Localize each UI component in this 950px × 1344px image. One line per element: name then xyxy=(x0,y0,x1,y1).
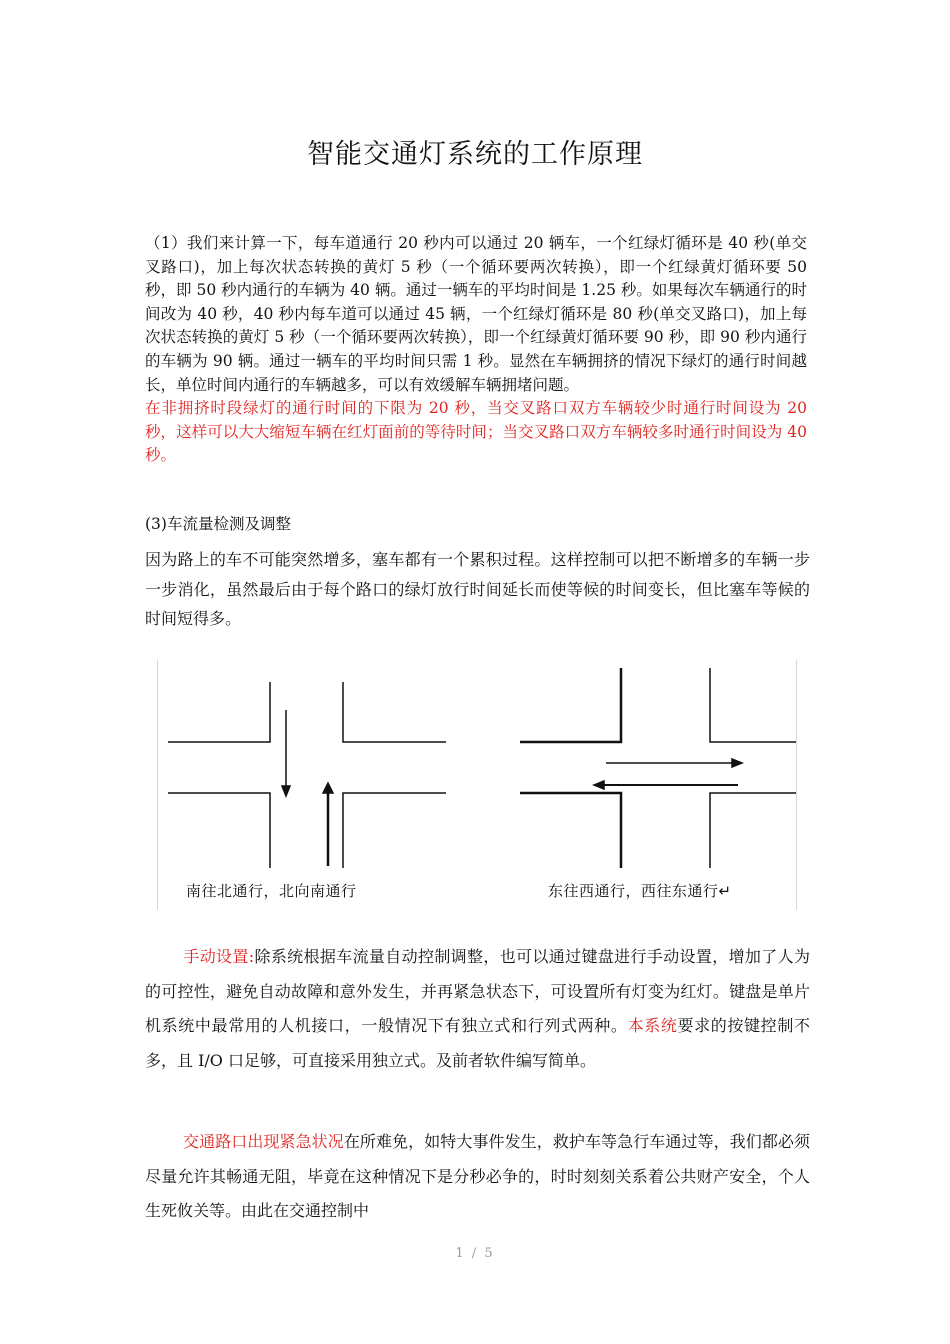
road-edge-top-left xyxy=(168,682,270,742)
paragraph-emergency xyxy=(145,1125,810,1229)
red-highlight-text: 在非拥挤时段绿灯的通行时间的下限为 20 秒，当交叉路口双方车辆较少时通行时间设为 20 秒，这样可以大大缩短车辆在红灯面前的等待时间；当交叉路口双方车辆较多时通行时间设为 40 秒。 xyxy=(145,399,807,465)
document-title: 智能交通灯系统的工作原理 xyxy=(307,139,643,170)
caption-east-west: 东往西通行，西往东通行↵ xyxy=(548,882,732,900)
caption-north-south: 南往北通行，北向南通行 xyxy=(186,882,357,900)
intersection-left xyxy=(168,682,446,868)
road-edge-top-right xyxy=(343,682,446,742)
arrow-west-head xyxy=(594,781,604,789)
road-edge-top-left xyxy=(520,668,621,742)
paragraph-manual-setting xyxy=(145,940,810,1078)
road-edge-bottom-right xyxy=(710,793,796,868)
intersection-right xyxy=(520,668,796,868)
emergency-label: 交通路口出现紧急状况 xyxy=(183,1132,344,1151)
road-edge-bottom-left xyxy=(520,793,621,868)
arrow-north-head xyxy=(323,783,333,793)
page-number: 1 / 5 xyxy=(455,1246,495,1261)
arrow-east-head xyxy=(732,759,742,767)
arrow-south-head xyxy=(282,786,290,796)
section-heading-traffic-detection: (3)车流量检测及调整 xyxy=(145,515,291,533)
intersection-diagrams xyxy=(158,660,796,910)
manual-setting-text-a: 除系统根据车流量自动控制调整，也可以通过键盘进行手动设置，增加了人为的可控性，避免自动故障和意外发生，并再紧急状态下，可设置所有灯变为红灯。键盘是单片机系统中最常用的人机接口，一般情况下有独立式和行列式两种。 xyxy=(145,947,810,1035)
paragraph-traffic-detection: 因为路上的车不可能突然增多，塞车都有一个累积过程。这样控制可以把不断增多的车辆一步一步消化，虽然最后由于每个路口的绿灯放行时间延长而使等候的时间变长，但比塞车等候的时间短得多。 xyxy=(145,550,810,628)
road-edge-top-right xyxy=(710,668,796,742)
calculation-text: （1）我们来计算一下，每车道通行 20 秒内可以通过 20 辆车，一个红绿灯循环是 40 秒(单交叉路口)，加上每次状态转换的黄灯 5 秒（一个循环要两次转换），即一个红绿黄灯循环要 50 秒，即 50 秒内通行的车辆为 40 辆。通过一辆车的平均时间是 1.25 秒。如果每次车辆通行的时间改为 40 秒，40 秒内每车道可以通过 45 辆，一个红绿灯循环是 80 秒(单交叉路口)，加上每次状态转换的黄灯 5 秒（一个循环要两次转换），即一个红绿黄灯循环要 90 秒，即 90 秒内通行的车辆为 90 辆。通过一辆车的平均时间只需 1 秒。显然在车辆拥挤的情况下绿灯的通行时间越长，单位时间内通行的车辆越多，可以有效缓解车辆拥堵问题。 xyxy=(145,234,807,394)
emergency-text: 在所难免，如特大事件发生，救护车等急行车通过等，我们都必须尽量允许其畅通无阻，毕竟在这种情况下是分秒必争的，时时刻刻关系着公共财产安全，个人生死攸关等。由此在交通控制中 xyxy=(145,1132,810,1220)
intersection-figure xyxy=(157,660,797,910)
paragraph-calculation xyxy=(145,232,807,468)
manual-setting-label: 手动设置: xyxy=(183,947,255,966)
road-edge-bottom-left xyxy=(168,793,270,868)
road-edge-bottom-right xyxy=(343,793,446,868)
this-system-highlight: 本系统 xyxy=(627,1016,678,1035)
manual-setting-text-b: 要求的按键控制不多，且 I/O 口足够，可直接采用独立式。及前者软件编写简单。 xyxy=(145,1016,810,1070)
